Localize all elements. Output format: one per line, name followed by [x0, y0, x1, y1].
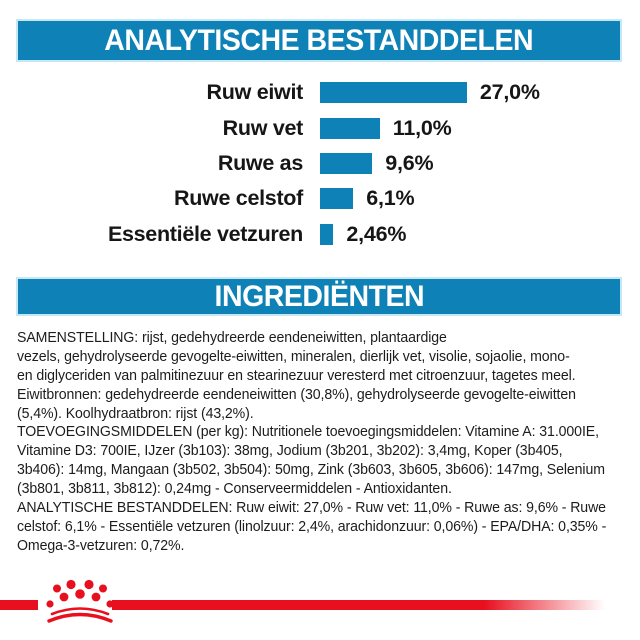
- bar-label: Ruwe celstof: [173, 186, 303, 211]
- ingredients-line: Eiwitbronnen: gedehydreerde eendeneiwitten (30,8%), gehydrolyseerde gevogelte-eiwitten: [17, 385, 576, 403]
- bar-label: Ruwe as: [217, 150, 303, 175]
- bar: [320, 118, 380, 139]
- bar-label: Ruw eiwit: [206, 80, 303, 105]
- chart-row: [0, 181, 640, 216]
- analytical-section-header: [16, 19, 622, 62]
- ingredients-text: [17, 329, 637, 556]
- bar-label: Essentiële vetzuren: [107, 221, 303, 246]
- ingredients-line: ANALYTISCHE BESTANDDELEN: Ruw eiwit: 27,0% - Ruw vet: 11,0% - Ruwe as: 9,6% - Ruwe: [17, 499, 606, 517]
- brand-stripe-right: [112, 600, 615, 610]
- royal-canin-crown-icon: [44, 580, 116, 628]
- bar-value: 11,0%: [392, 115, 452, 140]
- analytical-bar-chart: [0, 75, 640, 252]
- ingredients-line: 3b406): 14mg, Mangaan (3b502, 3b504): 50mg, Zink (3b603, 3b605, 3b606): 147mg, Selenium: [17, 461, 605, 479]
- bar-label: Ruw vet: [222, 115, 303, 140]
- ingredients-line: celstof: 6,1% - Essentiële vetzuren (linolzuur: 2,4%, arachidonzuur: 0,06%) - EPA/DHA: 0,35% -: [17, 517, 607, 535]
- brand-stripe-left: [0, 600, 38, 610]
- chart-row: [0, 110, 640, 145]
- ingredients-line: (5,4%). Koolhydraatbron: rijst (43,2%).: [17, 404, 254, 422]
- bar-value: 2,46%: [346, 221, 407, 246]
- bar: [320, 224, 333, 245]
- bar-value: 6,1%: [366, 186, 415, 211]
- ingredients-line: (3b801, 3b811, 3b812): 0,24mg - Conserveermiddelen - Antioxidanten.: [17, 480, 452, 498]
- ingredients-section-title: INGREDIËNTEN: [214, 279, 424, 313]
- chart-row: [0, 75, 640, 110]
- bar: [320, 153, 372, 174]
- bar-value: 27,0%: [479, 80, 540, 105]
- ingredients-line: Vitamine D3: 700IE, IJzer (3b103): 38mg, Jodium (3b201, 3b202): 3,4mg, Koper (3b405,: [17, 442, 563, 460]
- bar: [320, 188, 353, 209]
- ingredients-line: Omega-3-vetzuren: 0,72%.: [17, 536, 185, 554]
- analytical-section-title: ANALYTISCHE BESTANDDELEN: [104, 23, 534, 57]
- ingredients-section-header: [16, 277, 622, 316]
- bar: [320, 82, 467, 103]
- ingredients-line: SAMENSTELLING: rijst, gedehydreerde eendeneiwitten, plantaardige: [17, 329, 447, 346]
- ingredients-line: TOEVOEGINGSMIDDELEN (per kg): Nutritionele toevoegingsmiddelen: Vitamine A: 31.000IE,: [17, 423, 599, 441]
- ingredients-line: en diglyceriden van palmitinezuur en stearinezuur veresterd met citroenzuur, tagetes meel.: [17, 366, 576, 384]
- bar-value: 9,6%: [385, 150, 434, 175]
- chart-row: [0, 217, 640, 252]
- ingredients-line: vezels, gehydrolyseerde gevogelte-eiwitten, mineralen, dierlijk vet, visolie, sojaolie, mono-: [17, 347, 570, 365]
- chart-row: [0, 146, 640, 181]
